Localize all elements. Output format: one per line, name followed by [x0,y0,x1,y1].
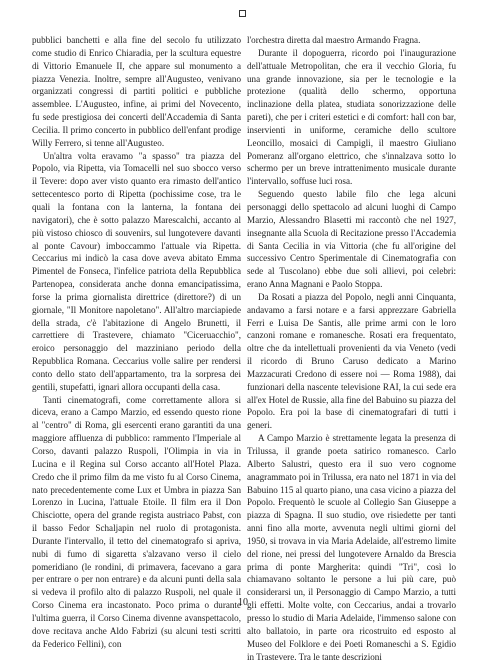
header-square-mark [239,10,246,17]
paragraph: Seguendo questo labile filo che lega alcuni personaggi dello spettacolo ad alcuni luoghi di Campo Marzio, Alessandro Blasetti mi raccontò che nel 1927, insegnante alla Scuola di Recitazione presso l'Accademia di Santa Cecilia in via Vittoria (che fu all'origine del successivo Centro Sperimentale di Cinematografia con sede al Tuscolano) ebbe due soli allievi, poi celebri: erano Anna Magnani e Paolo Stoppa. [247,189,456,290]
paragraph: Un'altra volta eravamo "a spasso" tra piazza del Popolo, via Ripetta, via Tomacelli nel suo sbocco verso il Tevere: dopo aver visto quanto era rimasto dell'antico settecentesco porto di Ripetta (pochissime cose, tra le quali la fontana con la lanterna, la fontana dei navigatori), che è sotto palazzo Marescalchi, accanto al più vistoso chiosco di souvenirs, sul lungotevere davanti al ponte Cavour) imboccammo l'attuale via Ripetta. Ceccarius mi indicò la casa dove aveva abitato Emma Pimentel de Fonseca, l'infelice patriota della Repubblica Partenopea, considerata anche donna emancipatissima, forse la prima giornalista direttrice (direttore?) di un giornale, "Il Monitore napoletano". All'altro marciapiede della strada, c'è l'abitazione di Angelo Brunetti, il carrettiere di Trastevere, chiamato "Ciceruacchio", eroico personaggio del mazziniano periodo della Repubblica Romana. Ceccarius volle salire per rendersi conto dello stato dell'appartamento, tra la sorpresa dei gentili, stupefatti, ignari allora occupanti della casa. [32,150,241,392]
paragraph: Da Rosati a piazza del Popolo, negli anni Cinquanta, andavamo a farsi notare e a farsi apprezzare Gabriella Ferri e Luisa De Santis, alle prime armi con le loro canzoni romane e romanesche. Rosati era frequentato, oltre che da intellettuali provenienti da via Veneto (vedi il ricordo di Bruno Caruso dedicato a Marino Mazzacurati Credono di essere noi — Roma 1988), dai funzionari della nascente televisione RAI, la cui sede era all'ex Hotel de Russie, alla fine del Babuino su piazza del Popolo. Era poi la base di cinematografari di tutti i generi. [247,291,456,431]
left-column [32,34,241,651]
paragraph: l'orchestra diretta dal maestro Armando Fragna. [247,35,421,45]
paragraph: Durante il dopoguerra, ricordo poi l'inaugurazione dell'attuale Metropolitan, che era il vecchio Gloria, fu una grande innovazione, sia per le tecnologie e la protezione (qualità dello schermo, opportuna inclinazione della platea, studiata sonorizzazione delle pareti), che per i criteri estetici e di comfort: hall con bar, inservienti in uniforme, ceramiche dello scultore Leoncillo, mosaici di Campigli, il maestro Giuliano Pomeranz all'organo elettrico, che s'innalzava sotto lo schermo per un breve intrattenimento musicale durante l'intervallo, soffuse luci rosa. [247,47,456,187]
paragraph: Tanti cinematografi, come correttamente allora si diceva, erano a Campo Marzio, ed essendo questo rione al "centro" di Roma, gli esercenti erano garantiti da una maggiore affluenza di pubblico: rammento l'Imperiale al Corso, davanti palazzo Ruspoli, l'Olimpia in via in Lucina e il Regina sul Corso accanto all'Hotel Plaza. Credo che il primo film da me visto fu al Corso Cinema, nato precedentemente come Lux et Umbra in piazza San Lorenzo in Lucina, l'attuale Etoile. Il film era il Don Chisciotte, opera del grande regista austriaco Pabst, con il basso Fedor Schaljapin nel ruolo di protagonista. Durante l'intervallo, il tetto del cinematografo si apriva, nubi di fumo di sigaretta s'alzavano verso il cielo pomeridiano (le rondini, di primavera, facevano a gara per entrare o per non entrare) e da alcuni punti della sala si vedeva il profilo alto di palazzo Ruspoli, nel quale il Corso Cinema era incastonato. Poco prima o durante l'ultima guerra, il Corso Cinema divenne avanspettacolo, dove recitava anche Aldo Fabrizi (su alcuni testi scritti da Federico Fellini), con [32,394,241,649]
paragraph: A Campo Marzio è strettamente legata la presenza di Trilussa, il grande poeta satirico romanesco. Carlo Alberto Salustri, questo era il suo vero cognome anagrammato poi in Trilussa, era nato nel 1871 in via del Babuino 115 al quarto piano, una casa vicino a piazza del Popolo. Frequentò le scuole al Collegio San Giuseppe a piazza di Spagna. Il suo studio, ove risiedette per tanti anni fino alla morte, avvenuta negli ultimi giorni del 1950, si trovava in via Maria Adelaide, all'estremo limite del rione, nei pressi del lungotevere Arnaldo da Brescia prima di ponte Margherita: quindi "Tri", così lo chiamavano soltanto le persone a lui più care, può considerarsi un, il Personaggio di Campo Marzio, a tutti gli effetti. Molte volte, con Ceccarius, andai a trovarlo presso lo studio di Maria Adelaide, l'immenso salone con alto ballatoio, in parte ora ricostruito ed esposto al Museo del Folklore e dei Poeti Romaneschi a S. Egidio in Trastevere. Tra le tante descrizioni [247,433,456,662]
paragraph: pubblici banchetti e alla fine del secolo fu utilizzato come studio di Enrico Chiaradia, per la scultura equestre di Vittorio Emanuele II, che appare sul monumento a piazza Venezia. Inoltre, sempre all'Augusteo, venivano organizzati congressi di partiti politici e pubbliche assemblee. L'Augusteo, infine, ai primi del Novecento, fu sede prestigiosa dei concerti dell'Accademia di Santa Cecilia. Il primo concerto in pubblico dell'enfant prodige Willy Ferrero, si tenne all'Augusteo. [32,35,241,148]
right-column [247,34,456,663]
page-number: 10 [238,597,248,608]
